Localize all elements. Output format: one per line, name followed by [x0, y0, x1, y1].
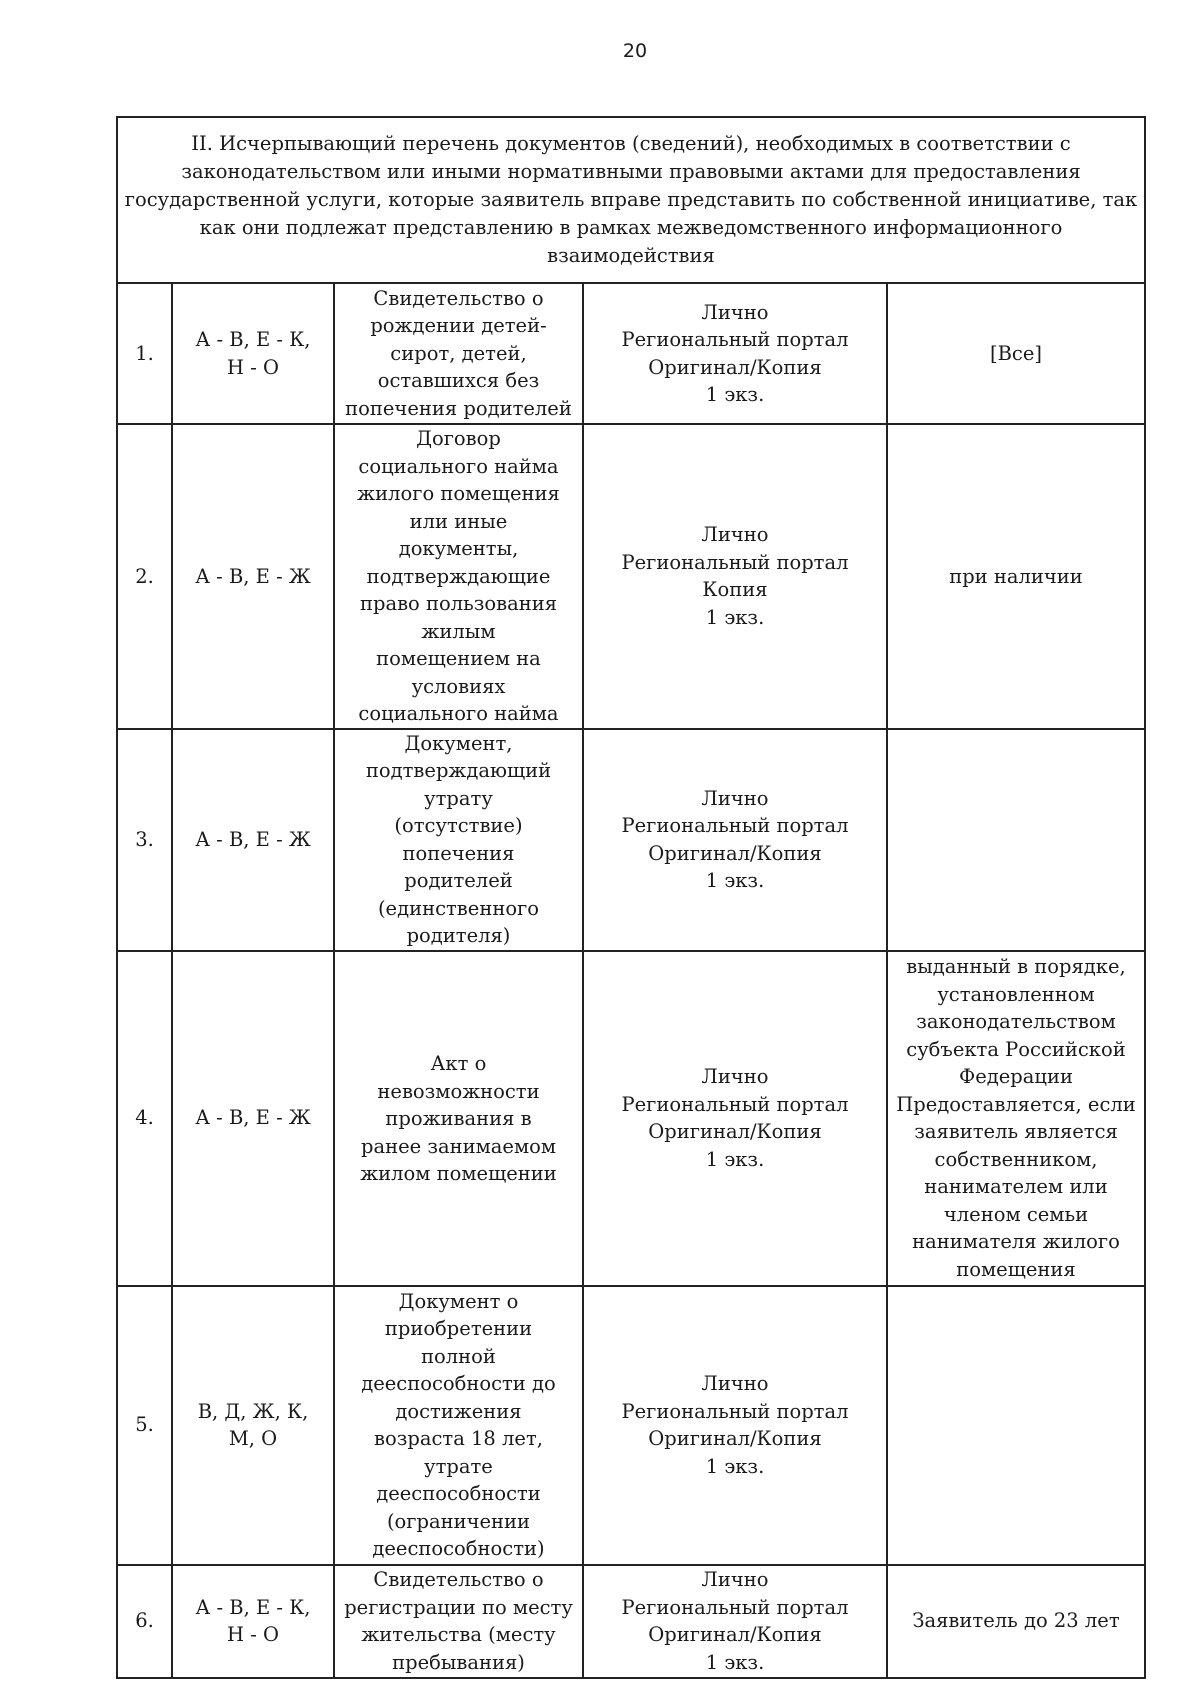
submission-line: Лично: [701, 786, 769, 810]
submission-method: [583, 729, 887, 951]
applicant-categories: А - В, Е - К, Н - О: [172, 283, 334, 424]
submission-line: Лично: [701, 1372, 769, 1395]
submission-method: [583, 1565, 887, 1678]
submission-line: 1 экз.: [705, 1650, 765, 1674]
submission-line: Лично: [701, 1568, 769, 1591]
note: [887, 729, 1145, 951]
applicant-categories: А - В, Е - Ж: [172, 424, 334, 729]
submission-line: Оригинал/Копия: [648, 1427, 822, 1450]
note: при наличии: [887, 424, 1145, 729]
row-number: 4.: [117, 951, 172, 1286]
table-row: [117, 951, 1145, 1286]
row-number: 5.: [117, 1286, 172, 1565]
table-row: [117, 1565, 1145, 1678]
note: выданный в порядке, установленном законодательством субъекта Российской Федерации Предоставляется, если заявитель является собственником, нанимателем или членом семьи нанимателя жилого помещения: [887, 951, 1145, 1286]
applicant-categories: А - В, Е - Ж: [172, 951, 334, 1286]
submission-line: Копия: [702, 578, 768, 602]
document-name: Акт о невозможности проживания в ранее занимаемом жилом помещении: [334, 951, 583, 1286]
submission-line: 1 экз.: [705, 869, 765, 892]
page-number: 20: [622, 40, 648, 62]
section-header: II. Исчерпывающий перечень документов (сведений), необходимых в соответствии с законодательством или иными нормативными правовыми актами для предоставления государственной услуги, которые заявитель вправе представить по собственной инициативе, так как они подлежат представлению в рамках межведомственного информационного взаимодействия: [117, 117, 1145, 283]
document-name: Свидетельство о рождении детей-сирот, детей, оставшихся без попечения родителей: [334, 283, 583, 424]
submission-line: Оригинал/Копия: [648, 1120, 822, 1143]
submission-method: [583, 1286, 887, 1565]
applicant-categories: В, Д, Ж, К, М, О: [172, 1286, 334, 1565]
document-name: Свидетельство о регистрации по месту жительства (месту пребывания): [334, 1565, 583, 1678]
row-number: 1.: [117, 283, 172, 424]
submission-method: [583, 951, 887, 1286]
submission-line: Региональный портал: [621, 1092, 849, 1116]
submission-line: 1 экз.: [705, 1454, 765, 1478]
submission-method: [583, 424, 887, 729]
submission-line: Региональный портал: [621, 1595, 849, 1619]
row-number: 2.: [117, 424, 172, 729]
submission-method: [583, 283, 887, 424]
row-number: 6.: [117, 1565, 172, 1678]
note: [887, 1286, 1145, 1565]
note: Заявитель до 23 лет: [887, 1565, 1145, 1678]
submission-line: Лично: [701, 1065, 769, 1088]
submission-line: Региональный портал: [621, 814, 849, 837]
submission-line: Лично: [701, 523, 769, 547]
table-row: [117, 1286, 1145, 1565]
submission-line: Оригинал/Копия: [648, 355, 822, 379]
submission-line: Оригинал/Копия: [648, 841, 822, 865]
document-name: Документ о приобретении полной дееспособности до достижения возраста 18 лет, утрате дееспособности (ограничении дееспособности): [334, 1286, 583, 1565]
submission-line: 1 экз.: [705, 605, 765, 629]
submission-line: Лично: [701, 300, 769, 324]
submission-line: Региональный портал: [621, 1399, 849, 1423]
table-row: [117, 424, 1145, 729]
table-row: [117, 729, 1145, 951]
section-header-row: [117, 117, 1145, 283]
applicant-categories: А - В, Е - Ж: [172, 729, 334, 951]
submission-line: 1 экз.: [705, 1147, 765, 1171]
table-row: [117, 283, 1145, 424]
submission-line: Региональный портал: [621, 328, 849, 351]
submission-line: Оригинал/Копия: [648, 1623, 822, 1646]
document-name: Документ, подтверждающий утрату (отсутствие) попечения родителей (единственного родителя): [334, 729, 583, 951]
document-name: Договор социального найма жилого помещения или иные документы, подтверждающие право пользования жилым помещением на условиях социального найма: [334, 424, 583, 729]
submission-line: Региональный портал: [621, 550, 849, 574]
documents-table: [116, 116, 1146, 1679]
applicant-categories: А - В, Е - К, Н - О: [172, 1565, 334, 1678]
row-number: 3.: [117, 729, 172, 951]
note: [Все]: [887, 283, 1145, 424]
submission-line: 1 экз.: [705, 383, 765, 406]
